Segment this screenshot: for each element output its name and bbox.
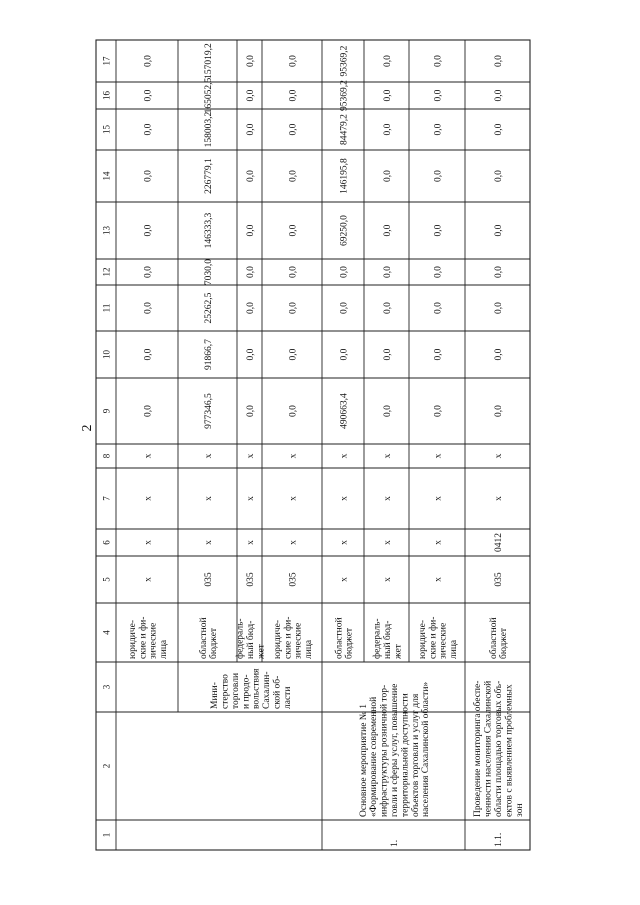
table-cell: 0,0 — [143, 123, 154, 136]
table-cell: 0412 — [494, 533, 504, 552]
table-cell: х — [246, 453, 256, 459]
table-cell: ласти — [282, 686, 293, 709]
table-cell: х — [339, 453, 350, 459]
table-cell: 1. — [390, 839, 400, 847]
table-cell: 0,0 — [433, 89, 444, 102]
table-cell: бюджет — [209, 627, 220, 659]
table-cell: 69250,0 — [339, 215, 350, 246]
table-cell: х — [433, 577, 444, 582]
table-cell: ские и фи- — [428, 616, 439, 659]
table-cell: 0,0 — [433, 55, 444, 67]
table-cell: х — [383, 577, 393, 582]
table-cell: 165052,5 — [204, 77, 214, 114]
column-number: 3 — [101, 684, 112, 690]
table-cell: 95369,2 — [339, 80, 350, 111]
table-cell: х — [246, 496, 256, 501]
column-number: 9 — [101, 408, 112, 414]
column-number: 8 — [101, 453, 112, 459]
table-cell: х — [383, 540, 393, 545]
table-cell: 0,0 — [433, 302, 444, 314]
table-cell: 0,0 — [339, 348, 350, 361]
table-cell: 0,0 — [143, 55, 154, 67]
table-cell: 0,0 — [339, 266, 350, 278]
table-cell: объектов торговли и услуг для — [410, 693, 421, 817]
table-cell: 035 — [288, 572, 299, 587]
table-cell: 0,0 — [383, 89, 393, 102]
table-cell: х — [204, 540, 214, 545]
column-number: 1 — [101, 832, 112, 838]
table-cell: 0,0 — [383, 55, 393, 67]
table-cell: 0,0 — [143, 302, 154, 314]
table-cell: 0,0 — [494, 89, 504, 102]
table-cell: бюджет — [344, 627, 355, 659]
table-cell: х — [494, 453, 504, 459]
table-cell: вольствия — [251, 668, 262, 709]
column-number: 16 — [101, 91, 112, 100]
column-number: 17 — [101, 56, 112, 66]
table-cell: жет — [256, 644, 267, 659]
table-cell: области площадью торговых объ- — [494, 680, 504, 817]
column-number: 12 — [101, 267, 112, 277]
table-cell: 035 — [246, 572, 256, 587]
table-cell: бюджет — [499, 627, 510, 659]
table-cell: 0,0 — [143, 405, 154, 417]
table-cell: 0,0 — [288, 302, 299, 314]
table-cell: торговли — [230, 672, 241, 709]
table-cell: 0,0 — [433, 224, 444, 237]
table-cell: х — [433, 540, 444, 545]
table-cell: Сахалин- — [262, 671, 273, 709]
table-cell: х — [204, 453, 214, 459]
table-cell: 0,0 — [433, 170, 444, 182]
table-cell: 0,0 — [246, 123, 256, 136]
table-cell: ектов с выявлением проблемных — [504, 684, 515, 817]
table-cell: 0,0 — [433, 348, 444, 361]
table-cell: зические — [148, 622, 159, 659]
table-cell: 0,0 — [288, 348, 299, 361]
table-cell: 91866,7 — [204, 339, 214, 370]
table-cell: 035 — [204, 572, 214, 587]
table-cell: 0,0 — [143, 89, 154, 102]
table-cell: зон — [514, 803, 525, 817]
table-cell: х — [143, 453, 154, 459]
column-number: 4 — [101, 630, 112, 635]
table-cell: 0,0 — [494, 266, 504, 278]
table-cell: ный бюд- — [246, 620, 256, 659]
table-cell: федераль- — [235, 618, 246, 659]
table-cell: 0,0 — [246, 405, 256, 417]
table-cell: ный бюд- — [383, 620, 393, 659]
table-cell: 0,0 — [143, 170, 154, 182]
table-cell: юридиче- — [272, 619, 283, 659]
table-cell: х — [143, 540, 154, 545]
table-cell: «Формирование современной — [369, 696, 380, 817]
table-cell: х — [339, 540, 350, 545]
table-cell: 0,0 — [246, 348, 256, 361]
table-cell: областной — [198, 617, 209, 659]
table-cell: 0,0 — [288, 266, 299, 278]
table-cell: ской об- — [272, 675, 283, 709]
table-cell: 0,0 — [494, 405, 504, 417]
column-number: 5 — [101, 577, 112, 582]
table-cell: федераль- — [372, 618, 383, 659]
table-cell: 0,0 — [383, 224, 393, 237]
table-cell: 0,0 — [494, 348, 504, 361]
table-cell: 0,0 — [494, 123, 504, 136]
table-cell: х — [433, 496, 444, 501]
table-cell: х — [433, 453, 444, 459]
table-cell: х — [204, 496, 214, 501]
table-cell: 0,0 — [433, 266, 444, 278]
table-cell: 0,0 — [246, 266, 256, 278]
table-cell: 035 — [494, 572, 504, 587]
table-cell: 0,0 — [383, 123, 393, 136]
table-cell: 0,0 — [383, 405, 393, 417]
table-cell: 226779,1 — [204, 158, 214, 194]
table-cell: 0,0 — [433, 123, 444, 136]
table-cell: 0,0 — [288, 170, 299, 182]
table-cell: областной — [334, 617, 345, 659]
table-cell: территориальной доступности — [400, 693, 411, 817]
table-cell: жет — [393, 644, 404, 659]
column-number: 2 — [101, 763, 112, 769]
table-cell: 0,0 — [246, 302, 256, 314]
table-cell: 7030,0 — [204, 258, 214, 286]
table-cell: 490663,4 — [339, 393, 350, 429]
table-cell: х — [494, 496, 504, 501]
table-cell: 0,0 — [288, 55, 299, 67]
table-cell: 158003,2 — [204, 111, 214, 148]
column-number: 11 — [101, 303, 112, 313]
table-cell: лица — [159, 639, 170, 659]
table-cell: 0,0 — [494, 170, 504, 182]
table-cell: 0,0 — [494, 55, 504, 67]
table-cell: х — [383, 496, 393, 501]
table-cell: 146195,8 — [339, 158, 350, 194]
column-number: 15 — [101, 125, 112, 134]
table-cell: 0,0 — [383, 170, 393, 182]
table-cell: 0,0 — [288, 405, 299, 417]
table-cell: 0,0 — [143, 348, 154, 361]
table-cell: ские и фи- — [283, 616, 294, 659]
table-cell: инфраструктуры розничной тор- — [379, 684, 390, 817]
column-number: 6 — [101, 540, 112, 545]
table-cell: х — [246, 540, 256, 545]
table-cell: 0,0 — [383, 266, 393, 278]
table-cell: 0,0 — [143, 224, 154, 237]
table-cell: х — [383, 453, 393, 459]
table-cell: 0,0 — [383, 302, 393, 314]
table-cell: х — [288, 453, 299, 459]
table-cell: 0,0 — [246, 170, 256, 182]
table-cell: х — [143, 496, 154, 501]
table-cell: 0,0 — [288, 89, 299, 102]
column-number: 7 — [101, 496, 112, 501]
table-cell: 0,0 — [143, 266, 154, 278]
table-cell: 84479,2 — [339, 114, 350, 145]
table-cell: говли и сферы услуг, повышение — [390, 683, 400, 817]
column-number: 10 — [101, 350, 112, 359]
table-cell: 0,0 — [288, 224, 299, 237]
column-number: 13 — [101, 226, 112, 235]
table-cell: 0,0 — [433, 405, 444, 417]
table-cell: ские и фи- — [138, 616, 149, 659]
column-number: 14 — [101, 171, 112, 181]
table-cell: 95369,2 — [339, 45, 350, 77]
table-cell: и продо- — [241, 674, 252, 709]
table-cell: Мини- — [210, 682, 221, 709]
table-cell: х — [288, 540, 299, 545]
table-cell: ченности населения Сахалинской — [483, 680, 494, 817]
table-cell: 0,0 — [246, 89, 256, 102]
table-cell: юридиче- — [417, 619, 428, 659]
table-cell: населения Сахалинской области» — [421, 681, 432, 817]
table-cell: Проведение мониторинга обеспе- — [473, 680, 484, 817]
table-cell: 0,0 — [246, 224, 256, 237]
table-cell: зические — [438, 622, 449, 659]
table-cell: 0,0 — [339, 302, 350, 314]
table-cell: юридиче- — [127, 619, 138, 659]
table-cell: стерство — [220, 674, 231, 709]
table-cell: 0,0 — [246, 55, 256, 67]
table-cell: Основное мероприятие № 1 — [358, 704, 369, 817]
table-cell: 1.1. — [494, 832, 504, 847]
table-cell: 977346,5 — [204, 393, 214, 429]
table-cell: лица — [304, 639, 315, 659]
table-cell: 0,0 — [383, 348, 393, 361]
table-cell: х — [339, 496, 350, 501]
table-cell: 0,0 — [494, 224, 504, 237]
table-cell: х — [288, 496, 299, 501]
table-cell: 0,0 — [494, 302, 504, 314]
table-cell: х — [339, 577, 350, 582]
table-cell: 157019,2 — [204, 43, 214, 79]
table-cell: 146333,3 — [204, 212, 214, 249]
table-cell: 0,0 — [288, 123, 299, 136]
budget-table — [96, 40, 530, 850]
table-cell: лица — [449, 639, 460, 659]
table-cell: 25262,5 — [204, 292, 214, 324]
table-cell: х — [143, 577, 154, 582]
table-cell: областной — [488, 617, 499, 659]
page-number: 2 — [80, 424, 95, 432]
table-cell: зические — [293, 622, 304, 659]
